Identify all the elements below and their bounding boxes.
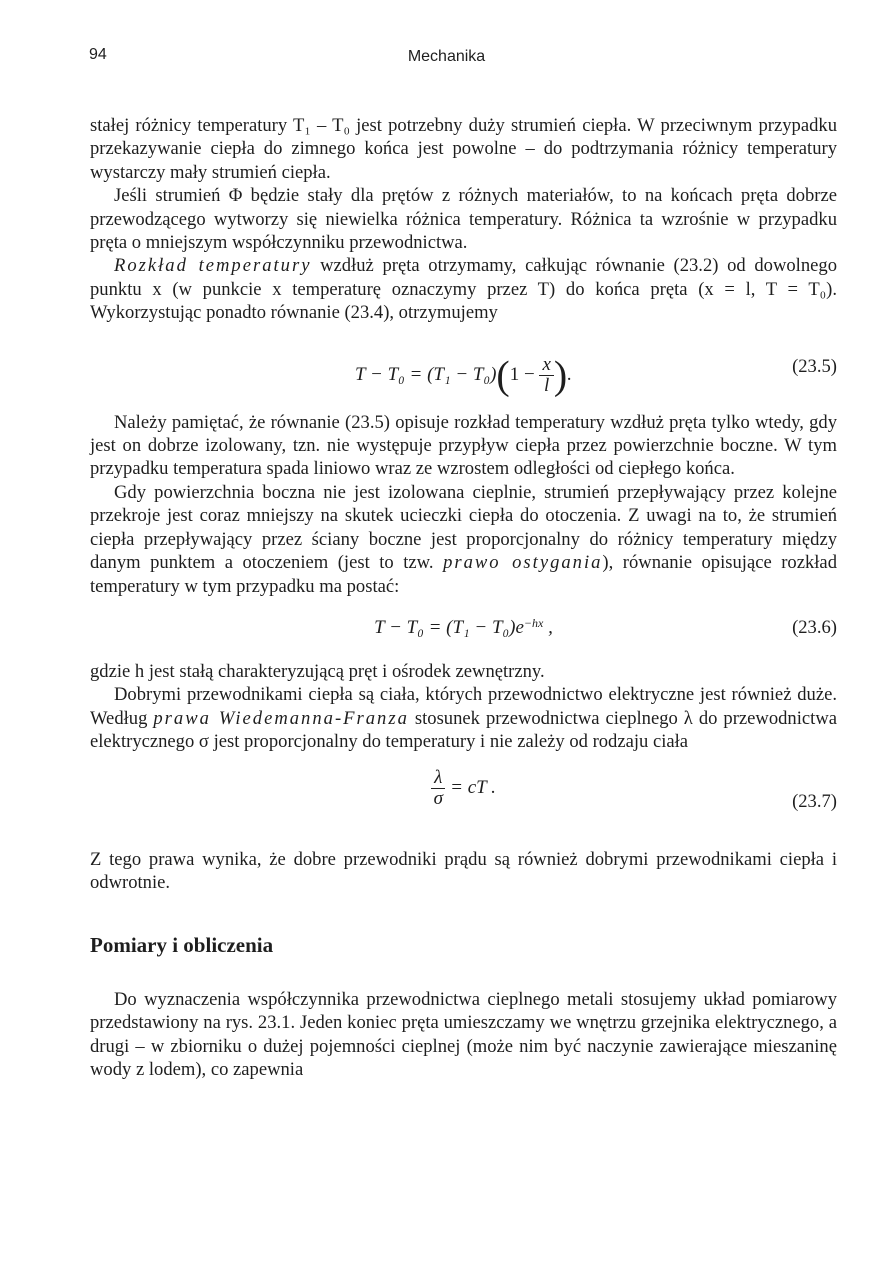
running-title: Mechanika	[407, 48, 486, 65]
page-number: 94	[89, 46, 107, 63]
eq-23-6-body: T − T₀ = (T₁ − T₀)e	[374, 616, 524, 638]
eq-23-5-denominator: l	[544, 374, 550, 396]
eq-23-7-fraction	[431, 768, 445, 809]
equation-23-5-formula	[90, 352, 837, 398]
eq-23-5-tail: .	[567, 363, 572, 385]
eq-23-5-fraction	[539, 355, 553, 396]
term-rozklad-temperatury: Rozkład temperatury	[114, 255, 312, 277]
section-heading: Pomiary i obliczenia	[90, 933, 274, 958]
term-prawo-wiedemanna-franza: prawa Wiedemanna-Franza	[153, 707, 409, 729]
paragraph-3-text: wzdłuż pręta otrzymamy, całkując równanie (23.2) od dowolnego punktu x (w punkcie x temperaturę oznaczymy przez T) do końca pręta (x = l, T = T₀). Wykorzystując ponadto równanie (23.4), otrzymujemy	[90, 255, 837, 324]
eq-23-7-numerator: λ	[431, 768, 445, 789]
eq-23-5-open-paren: (	[496, 352, 510, 398]
paragraph-7-text-b: stosunek przewodnictwa cieplnego λ do przewodnictwa elektrycznego σ jest proporcjonalny do temperatury i nie zależy od rodzaju ciała	[90, 707, 837, 753]
equation-number-23-7: (23.7)	[792, 790, 837, 812]
eq-23-5-lhs: T − T₀ = (T₁ − T₀)	[355, 363, 497, 385]
equation-23-7-formula	[90, 768, 837, 809]
paragraph-8: Z tego prawa wynika, że dobre przewodniki prądu są również dobrymi przewodnikami ciepła i odwrotnie.	[90, 848, 837, 893]
paragraph-5-text-a: Gdy powierzchnia boczna nie jest izolowana cieplnie, strumień przepływający przez kolejne przekroje jest coraz mniejszy na skutek ucieczki ciepła do otoczenia. Z uwagi na to, że strumień ciepła przepływający przez ściany boczne jest proporcjonalny do różnicy temperatury między danym punktem a otoczeniem (jest to tzw.	[90, 481, 837, 574]
equation-23-7	[90, 762, 837, 840]
eq-23-6-tail: ,	[543, 616, 553, 638]
equation-23-5	[90, 333, 837, 403]
equation-number-23-6: (23.6)	[792, 616, 837, 638]
eq-23-7-denominator: σ	[433, 787, 443, 809]
paragraph-5-text-b: ), równanie opisujące rozkład temperatury w tym przypadku ma postać:	[90, 552, 837, 597]
eq-23-6-exponent: −hx	[523, 615, 544, 630]
eq-23-5-one-minus: 1 −	[509, 363, 540, 385]
paragraph-7-text-a: Dobrymi przewodnikami ciepła są ciała, których przewodnictwo elektryczne jest również duże. Według	[90, 684, 837, 729]
equation-number-23-5: (23.5)	[792, 355, 837, 377]
running-header	[0, 44, 893, 72]
equation-23-6	[90, 606, 837, 652]
body-text	[90, 114, 837, 1081]
paragraph-4: Należy pamiętać, że równanie (23.5) opisuje rozkład temperatury wzdłuż pręta tylko wtedy, gdy jest on dobrze izolowany, tzn. nie występuje przypływ ciepła przez powierzchnie boczne. W tym przypadku temperatura spada liniowo wraz ze wzrostem odległości od ciepłego końca.	[90, 411, 837, 480]
paragraph-3	[90, 254, 837, 324]
eq-23-5-close-paren: )	[553, 352, 568, 398]
paragraph-2: Jeśli strumień Φ będzie stały dla prętów z różnych materiałów, to na końcach pręta dobrze przewodzącego wytworzy się niewielka różnica temperatury. Różnica ta wzrośnie w przypadku pręta o mniejszym współczynniku przewodnictwa.	[90, 185, 837, 254]
equation-23-6-formula	[90, 616, 837, 639]
eq-23-7-rhs: = cT .	[445, 776, 496, 798]
paragraph-5	[90, 481, 837, 598]
term-prawo-ostygania: prawo ostygania	[443, 552, 603, 574]
paragraph-1: stałej różnicy temperatury T₁ – T₀ jest potrzebny duży strumień ciepła. W przeciwnym przypadku przekazywanie ciepła do zimnego końca jest powolne – do podtrzymania różnicy temperatury wystarczy mały strumień ciepła.	[90, 115, 837, 183]
eq-23-5-numerator: x	[539, 355, 553, 376]
paragraph-6: gdzie h jest stałą charakteryzującą pręt i ośrodek zewnętrzny.	[90, 660, 545, 682]
paragraph-9: Do wyznaczenia współczynnika przewodnictwa cieplnego metali stosujemy układ pomiarowy przedstawiony na rys. 23.1. Jeden koniec pręta umieszczamy we wnętrzu grzejnika elektrycznego, a drugi – w zbiorniku o dużej pojemności cieplnej (może nim być naczynie zawierające mieszaninę wody z lodem), co zapewnia	[90, 988, 837, 1080]
paragraph-7	[90, 683, 837, 753]
